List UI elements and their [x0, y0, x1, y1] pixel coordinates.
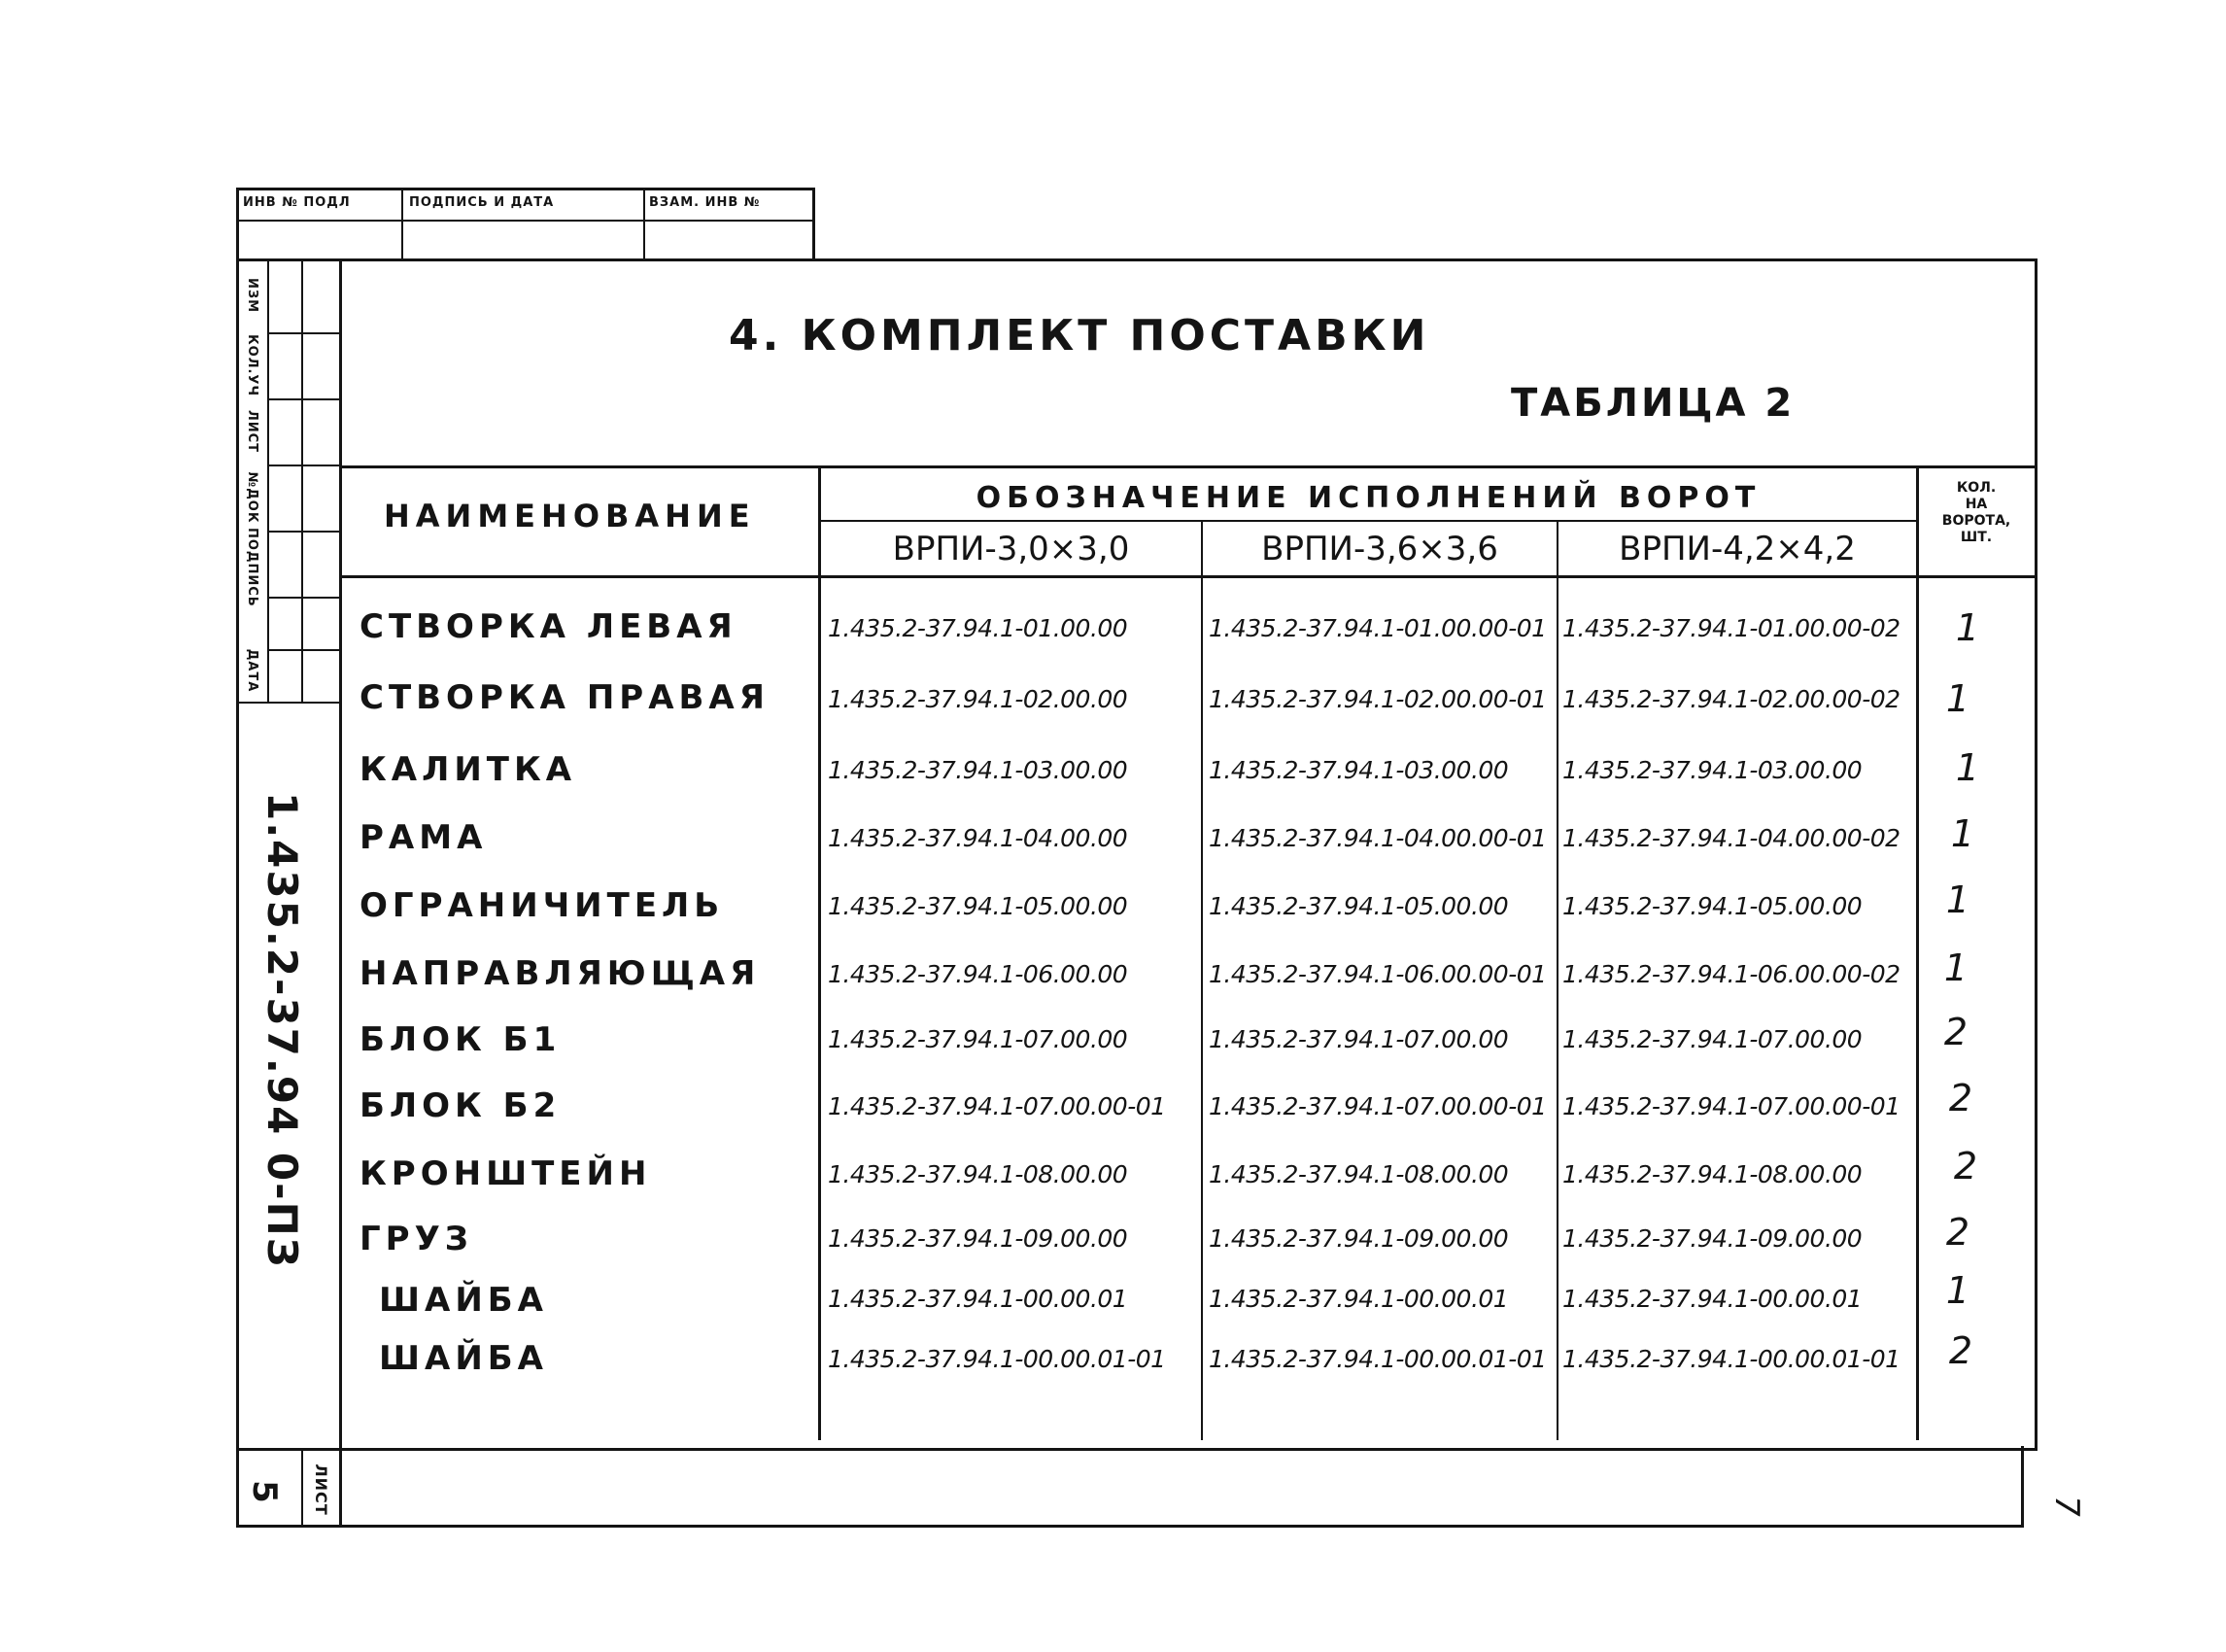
table-cell-code: 1.435.2-37.94.1-07.00.00 — [1209, 1025, 1509, 1053]
column-header-group: ОБОЗНАЧЕНИЕ ИСПОЛНЕНИЙ ВОРОТ — [976, 481, 1762, 515]
table-cell-code: 1.435.2-37.94.1-02.00.00-02 — [1562, 685, 1901, 713]
table-cell-code: 1.435.2-37.94.1-07.00.00-01 — [828, 1092, 1166, 1120]
table-cell-code: 1.435.2-37.94.1-03.00.00 — [1562, 756, 1863, 784]
table-cell-qty: 2 — [1948, 1077, 1973, 1119]
table-row-name: СТВОРКА ПРАВАЯ — [360, 678, 770, 717]
side-stamp-data: ДАТА — [245, 648, 259, 693]
table-cell-code: 1.435.2-37.94.1-00.00.01 — [1562, 1285, 1863, 1313]
table-cell-code: 1.435.2-37.94.1-00.00.01-01 — [828, 1345, 1166, 1373]
table-row-name: КРОНШТЕЙН — [360, 1154, 652, 1193]
qty-header-line: КОЛ. — [1956, 480, 1997, 496]
table-cell-qty: 1 — [1950, 812, 1975, 855]
table-cell-qty: 1 — [1943, 946, 1969, 989]
table-row-name: ШАЙБА — [379, 1339, 548, 1378]
table-cell-code: 1.435.2-37.94.1-04.00.00-02 — [1562, 824, 1901, 852]
table-cell-qty: 1 — [1945, 1269, 1970, 1312]
table-cell-code: 1.435.2-37.94.1-03.00.00 — [828, 756, 1128, 784]
qty-header-line: ВОРОТА, — [1941, 513, 2011, 529]
column-header-qty — [1919, 480, 2034, 546]
variant-header-3: ВРПИ-4,2×4,2 — [1619, 530, 1856, 568]
table-cell-code: 1.435.2-37.94.1-00.00.01-01 — [1562, 1345, 1901, 1373]
qty-header-line: НА — [1965, 497, 1988, 512]
table-row-name: НАПРАВЛЯЮЩАЯ — [360, 954, 761, 993]
table-cell-code: 1.435.2-37.94.1-01.00.00-01 — [1209, 614, 1547, 642]
table-cell-code: 1.435.2-37.94.1-01.00.00-02 — [1562, 614, 1901, 642]
table-cell-code: 1.435.2-37.94.1-00.00.01 — [828, 1285, 1128, 1313]
table-row-name: ОГРАНИЧИТЕЛЬ — [360, 886, 725, 925]
document-code: 1.435.2-37.94 0-ПЗ — [258, 792, 306, 1269]
column-header-name: НАИМЕНОВАНИЕ — [384, 498, 756, 534]
table-cell-code: 1.435.2-37.94.1-08.00.00 — [1209, 1160, 1509, 1188]
table-cell-code: 1.435.2-37.94.1-06.00.00-02 — [1562, 960, 1901, 988]
variant-header-2: ВРПИ-3,6×3,6 — [1261, 530, 1498, 568]
side-stamp-kol-uch: КОЛ.УЧ — [245, 334, 259, 396]
table-row-name: ГРУЗ — [360, 1220, 473, 1258]
table-cell-code: 1.435.2-37.94.1-07.00.00-01 — [1562, 1092, 1901, 1120]
table-cell-code: 1.435.2-37.94.1-00.00.01-01 — [1209, 1345, 1547, 1373]
table-cell-code: 1.435.2-37.94.1-05.00.00 — [1209, 892, 1509, 920]
table-cell-code: 1.435.2-37.94.1-08.00.00 — [828, 1160, 1128, 1188]
table-cell-code: 1.435.2-37.94.1-09.00.00 — [1562, 1224, 1863, 1253]
table-row-name: БЛОК Б1 — [360, 1020, 562, 1059]
table-cell-qty: 1 — [1955, 606, 1980, 649]
table-cell-code: 1.435.2-37.94.1-05.00.00 — [828, 892, 1128, 920]
table-cell-qty: 2 — [1948, 1329, 1973, 1372]
side-stamp-izm: ИЗМ — [245, 277, 259, 314]
table-cell-code: 1.435.2-37.94.1-04.00.00-01 — [1209, 824, 1547, 852]
table-row-name: КАЛИТКА — [360, 750, 577, 789]
table-row-name: РАМА — [360, 818, 488, 857]
side-stamp-list: ЛИСТ — [245, 409, 259, 454]
table-cell-qty: 2 — [1953, 1145, 1978, 1187]
side-stamp-podpis: ПОДПИСЬ — [245, 528, 259, 607]
table-cell-qty: 1 — [1955, 746, 1980, 789]
table-row-name: СТВОРКА ЛЕВАЯ — [360, 607, 737, 646]
table-cell-code: 1.435.2-37.94.1-09.00.00 — [1209, 1224, 1509, 1253]
table-cell-code: 1.435.2-37.94.1-05.00.00 — [1562, 892, 1863, 920]
table-label: ТАБЛИЦА 2 — [1511, 381, 1796, 426]
stamp-signature-date-label: ПОДПИСЬ И ДАТА — [409, 195, 555, 210]
page-title: 4. КОМПЛЕКТ ПОСТАВКИ — [729, 311, 1430, 361]
table-cell-code: 1.435.2-37.94.1-02.00.00 — [828, 685, 1128, 713]
table-cell-qty: 1 — [1945, 677, 1970, 720]
qty-header-line: ШТ. — [1960, 530, 1993, 545]
variant-header-1: ВРПИ-3,0×3,0 — [892, 530, 1130, 568]
table-cell-code: 1.435.2-37.94.1-00.00.01 — [1209, 1285, 1509, 1313]
table-cell-code: 1.435.2-37.94.1-08.00.00 — [1562, 1160, 1863, 1188]
stamp-vzam-inv-label: ВЗАМ. ИНВ № — [649, 195, 761, 210]
table-row-name: ШАЙБА — [379, 1281, 548, 1320]
table-cell-code: 1.435.2-37.94.1-07.00.00 — [828, 1025, 1128, 1053]
table-cell-qty: 1 — [1945, 878, 1970, 921]
side-stamp-ndok: №ДОК — [245, 471, 259, 524]
margin-mark: 7 — [2047, 1496, 2086, 1517]
table-cell-code: 1.435.2-37.94.1-06.00.00 — [828, 960, 1128, 988]
table-cell-code: 1.435.2-37.94.1-04.00.00 — [828, 824, 1128, 852]
table-cell-code: 1.435.2-37.94.1-07.00.00-01 — [1209, 1092, 1547, 1120]
stamp-inv-podl-label: ИНВ № ПОДЛ — [243, 195, 351, 210]
table-cell-code: 1.435.2-37.94.1-03.00.00 — [1209, 756, 1509, 784]
table-cell-qty: 2 — [1945, 1211, 1970, 1254]
table-cell-code: 1.435.2-37.94.1-01.00.00 — [828, 614, 1128, 642]
table-row-name: БЛОК Б2 — [360, 1086, 562, 1125]
sheet-number: 5 — [245, 1480, 284, 1503]
table-cell-code: 1.435.2-37.94.1-07.00.00 — [1562, 1025, 1863, 1053]
table-cell-qty: 2 — [1943, 1011, 1969, 1053]
table-cell-code: 1.435.2-37.94.1-09.00.00 — [828, 1224, 1128, 1253]
table-cell-code: 1.435.2-37.94.1-02.00.00-01 — [1209, 685, 1547, 713]
sheet-list-label: ЛИСТ — [312, 1463, 330, 1516]
table-cell-code: 1.435.2-37.94.1-06.00.00-01 — [1209, 960, 1547, 988]
